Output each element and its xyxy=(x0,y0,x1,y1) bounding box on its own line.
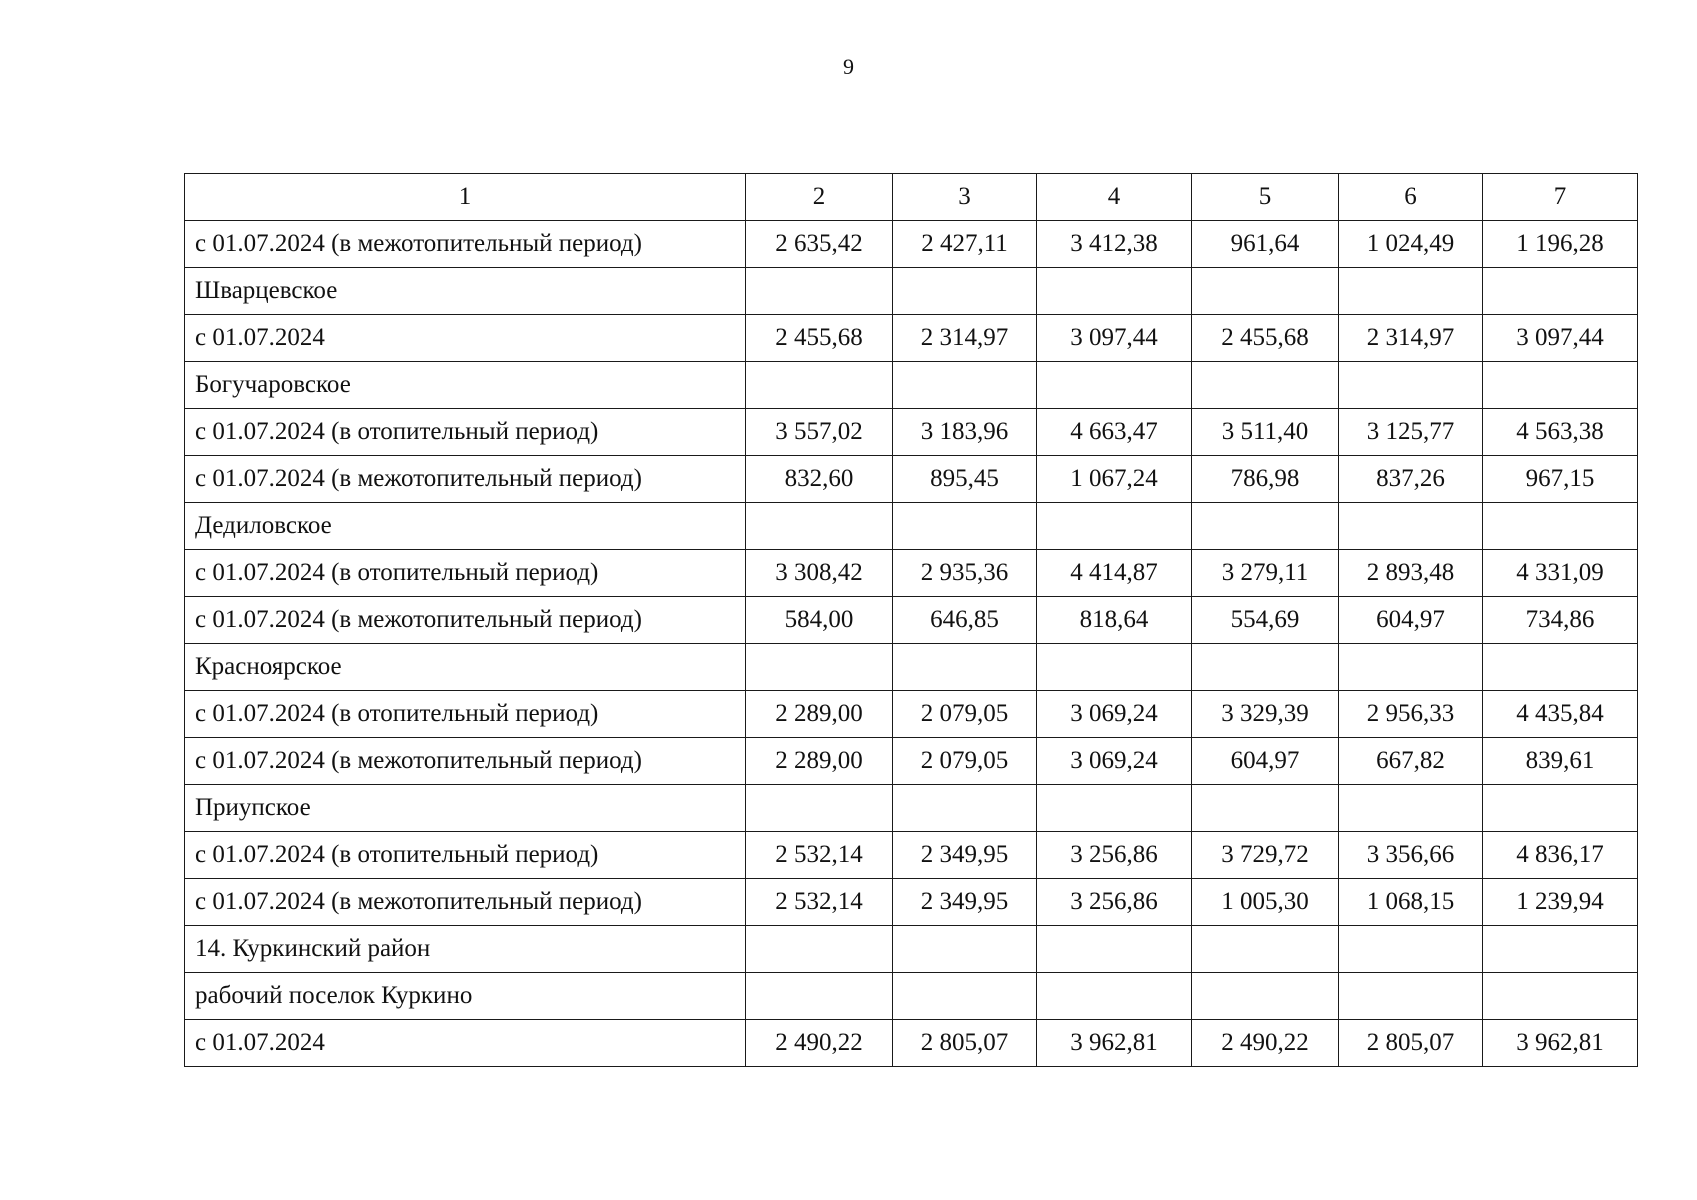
row-label: с 01.07.2024 (в отопительный период) xyxy=(185,409,746,456)
value-cell: 839,61 xyxy=(1483,738,1638,785)
value-cell: 3 097,44 xyxy=(1483,315,1638,362)
value-cell xyxy=(1339,785,1483,832)
value-cell: 3 356,66 xyxy=(1339,832,1483,879)
value-cell: 2 893,48 xyxy=(1339,550,1483,597)
table-row xyxy=(185,503,1638,550)
value-cell xyxy=(1037,268,1192,315)
value-cell: 4 435,84 xyxy=(1483,691,1638,738)
table-row xyxy=(185,1020,1638,1067)
value-cell xyxy=(1192,362,1339,409)
value-cell xyxy=(746,362,893,409)
tariff-table xyxy=(184,173,1638,1067)
table-row xyxy=(185,315,1638,362)
header-cell: 4 xyxy=(1037,174,1192,221)
value-cell: 2 635,42 xyxy=(746,221,893,268)
row-label: 14. Куркинский район xyxy=(185,926,746,973)
value-cell xyxy=(893,268,1037,315)
value-cell xyxy=(1339,973,1483,1020)
value-cell xyxy=(1037,644,1192,691)
row-label: Дедиловское xyxy=(185,503,746,550)
value-cell: 837,26 xyxy=(1339,456,1483,503)
value-cell xyxy=(893,644,1037,691)
value-cell: 2 079,05 xyxy=(893,738,1037,785)
table-row xyxy=(185,362,1638,409)
row-label: с 01.07.2024 (в отопительный период) xyxy=(185,832,746,879)
value-cell: 3 511,40 xyxy=(1192,409,1339,456)
value-cell: 734,86 xyxy=(1483,597,1638,644)
value-cell: 646,85 xyxy=(893,597,1037,644)
row-label: с 01.07.2024 (в отопительный период) xyxy=(185,691,746,738)
value-cell xyxy=(1037,362,1192,409)
header-cell: 6 xyxy=(1339,174,1483,221)
value-cell xyxy=(1192,973,1339,1020)
value-cell: 2 289,00 xyxy=(746,738,893,785)
row-label: с 01.07.2024 (в межотопительный период) xyxy=(185,597,746,644)
value-cell: 786,98 xyxy=(1192,456,1339,503)
table-row xyxy=(185,738,1638,785)
value-cell: 4 563,38 xyxy=(1483,409,1638,456)
row-label: с 01.07.2024 xyxy=(185,1020,746,1067)
row-label: с 01.07.2024 (в межотопительный период) xyxy=(185,221,746,268)
value-cell: 2 427,11 xyxy=(893,221,1037,268)
value-cell xyxy=(1483,785,1638,832)
value-cell xyxy=(893,503,1037,550)
table-row xyxy=(185,785,1638,832)
value-cell xyxy=(893,785,1037,832)
header-cell: 7 xyxy=(1483,174,1638,221)
value-cell xyxy=(1339,362,1483,409)
value-cell: 832,60 xyxy=(746,456,893,503)
table-row xyxy=(185,879,1638,926)
value-cell: 3 962,81 xyxy=(1483,1020,1638,1067)
row-label: Шварцевское xyxy=(185,268,746,315)
value-cell: 4 331,09 xyxy=(1483,550,1638,597)
value-cell: 2 956,33 xyxy=(1339,691,1483,738)
value-cell: 3 329,39 xyxy=(1192,691,1339,738)
value-cell xyxy=(893,362,1037,409)
row-label: Красноярское xyxy=(185,644,746,691)
row-label: Приупское xyxy=(185,785,746,832)
table-row xyxy=(185,597,1638,644)
table-row xyxy=(185,832,1638,879)
value-cell xyxy=(893,973,1037,1020)
value-cell: 818,64 xyxy=(1037,597,1192,644)
value-cell xyxy=(1483,503,1638,550)
value-cell: 3 069,24 xyxy=(1037,691,1192,738)
table-body xyxy=(185,174,1638,1067)
row-label: с 01.07.2024 xyxy=(185,315,746,362)
value-cell: 2 805,07 xyxy=(1339,1020,1483,1067)
value-cell: 2 805,07 xyxy=(893,1020,1037,1067)
value-cell xyxy=(1192,926,1339,973)
value-cell: 1 068,15 xyxy=(1339,879,1483,926)
row-label: с 01.07.2024 (в отопительный период) xyxy=(185,550,746,597)
value-cell: 1 005,30 xyxy=(1192,879,1339,926)
value-cell xyxy=(1483,644,1638,691)
value-cell: 4 663,47 xyxy=(1037,409,1192,456)
value-cell: 2 455,68 xyxy=(746,315,893,362)
value-cell: 3 308,42 xyxy=(746,550,893,597)
value-cell xyxy=(746,644,893,691)
value-cell xyxy=(1483,973,1638,1020)
value-cell: 2 349,95 xyxy=(893,879,1037,926)
table-row xyxy=(185,221,1638,268)
header-cell: 3 xyxy=(893,174,1037,221)
value-cell: 4 414,87 xyxy=(1037,550,1192,597)
value-cell xyxy=(1037,785,1192,832)
value-cell xyxy=(746,785,893,832)
table-row xyxy=(185,644,1638,691)
value-cell: 2 532,14 xyxy=(746,832,893,879)
value-cell: 2 349,95 xyxy=(893,832,1037,879)
value-cell: 2 079,05 xyxy=(893,691,1037,738)
value-cell: 2 935,36 xyxy=(893,550,1037,597)
value-cell xyxy=(1037,973,1192,1020)
row-label: с 01.07.2024 (в межотопительный период) xyxy=(185,738,746,785)
value-cell: 2 314,97 xyxy=(893,315,1037,362)
table-row xyxy=(185,409,1638,456)
value-cell xyxy=(1339,503,1483,550)
value-cell xyxy=(1339,644,1483,691)
value-cell: 3 183,96 xyxy=(893,409,1037,456)
value-cell: 3 097,44 xyxy=(1037,315,1192,362)
value-cell: 2 314,97 xyxy=(1339,315,1483,362)
value-cell: 2 532,14 xyxy=(746,879,893,926)
table-row xyxy=(185,268,1638,315)
header-cell: 2 xyxy=(746,174,893,221)
value-cell: 584,00 xyxy=(746,597,893,644)
value-cell: 895,45 xyxy=(893,456,1037,503)
table-row xyxy=(185,691,1638,738)
table-row xyxy=(185,926,1638,973)
value-cell xyxy=(746,268,893,315)
value-cell xyxy=(1192,644,1339,691)
value-cell: 2 455,68 xyxy=(1192,315,1339,362)
value-cell xyxy=(1339,268,1483,315)
value-cell: 2 490,22 xyxy=(746,1020,893,1067)
value-cell: 4 836,17 xyxy=(1483,832,1638,879)
value-cell xyxy=(1339,926,1483,973)
value-cell: 2 289,00 xyxy=(746,691,893,738)
header-row xyxy=(185,174,1638,221)
row-label: рабочий поселок Куркино xyxy=(185,973,746,1020)
value-cell xyxy=(1192,785,1339,832)
value-cell xyxy=(746,926,893,973)
row-label: с 01.07.2024 (в межотопительный период) xyxy=(185,879,746,926)
value-cell xyxy=(1483,268,1638,315)
table-row xyxy=(185,456,1638,503)
value-cell xyxy=(1483,362,1638,409)
value-cell xyxy=(1483,926,1638,973)
value-cell: 1 239,94 xyxy=(1483,879,1638,926)
value-cell: 2 490,22 xyxy=(1192,1020,1339,1067)
value-cell: 1 196,28 xyxy=(1483,221,1638,268)
row-label: с 01.07.2024 (в межотопительный период) xyxy=(185,456,746,503)
row-label: Богучаровское xyxy=(185,362,746,409)
value-cell: 3 962,81 xyxy=(1037,1020,1192,1067)
value-cell xyxy=(746,503,893,550)
value-cell: 554,69 xyxy=(1192,597,1339,644)
value-cell: 1 067,24 xyxy=(1037,456,1192,503)
value-cell xyxy=(1192,268,1339,315)
value-cell: 3 256,86 xyxy=(1037,832,1192,879)
table-row xyxy=(185,973,1638,1020)
value-cell xyxy=(1192,503,1339,550)
value-cell: 961,64 xyxy=(1192,221,1339,268)
value-cell xyxy=(1037,926,1192,973)
value-cell: 667,82 xyxy=(1339,738,1483,785)
table-row xyxy=(185,550,1638,597)
page-number: 9 xyxy=(843,54,854,79)
header-cell: 1 xyxy=(185,174,746,221)
value-cell: 3 069,24 xyxy=(1037,738,1192,785)
value-cell: 3 412,38 xyxy=(1037,221,1192,268)
value-cell: 3 125,77 xyxy=(1339,409,1483,456)
value-cell xyxy=(1037,503,1192,550)
value-cell: 3 557,02 xyxy=(746,409,893,456)
header-cell: 5 xyxy=(1192,174,1339,221)
value-cell: 3 729,72 xyxy=(1192,832,1339,879)
value-cell: 604,97 xyxy=(1339,597,1483,644)
value-cell xyxy=(746,973,893,1020)
value-cell: 1 024,49 xyxy=(1339,221,1483,268)
value-cell: 3 256,86 xyxy=(1037,879,1192,926)
value-cell: 3 279,11 xyxy=(1192,550,1339,597)
value-cell: 604,97 xyxy=(1192,738,1339,785)
value-cell xyxy=(893,926,1037,973)
value-cell: 967,15 xyxy=(1483,456,1638,503)
